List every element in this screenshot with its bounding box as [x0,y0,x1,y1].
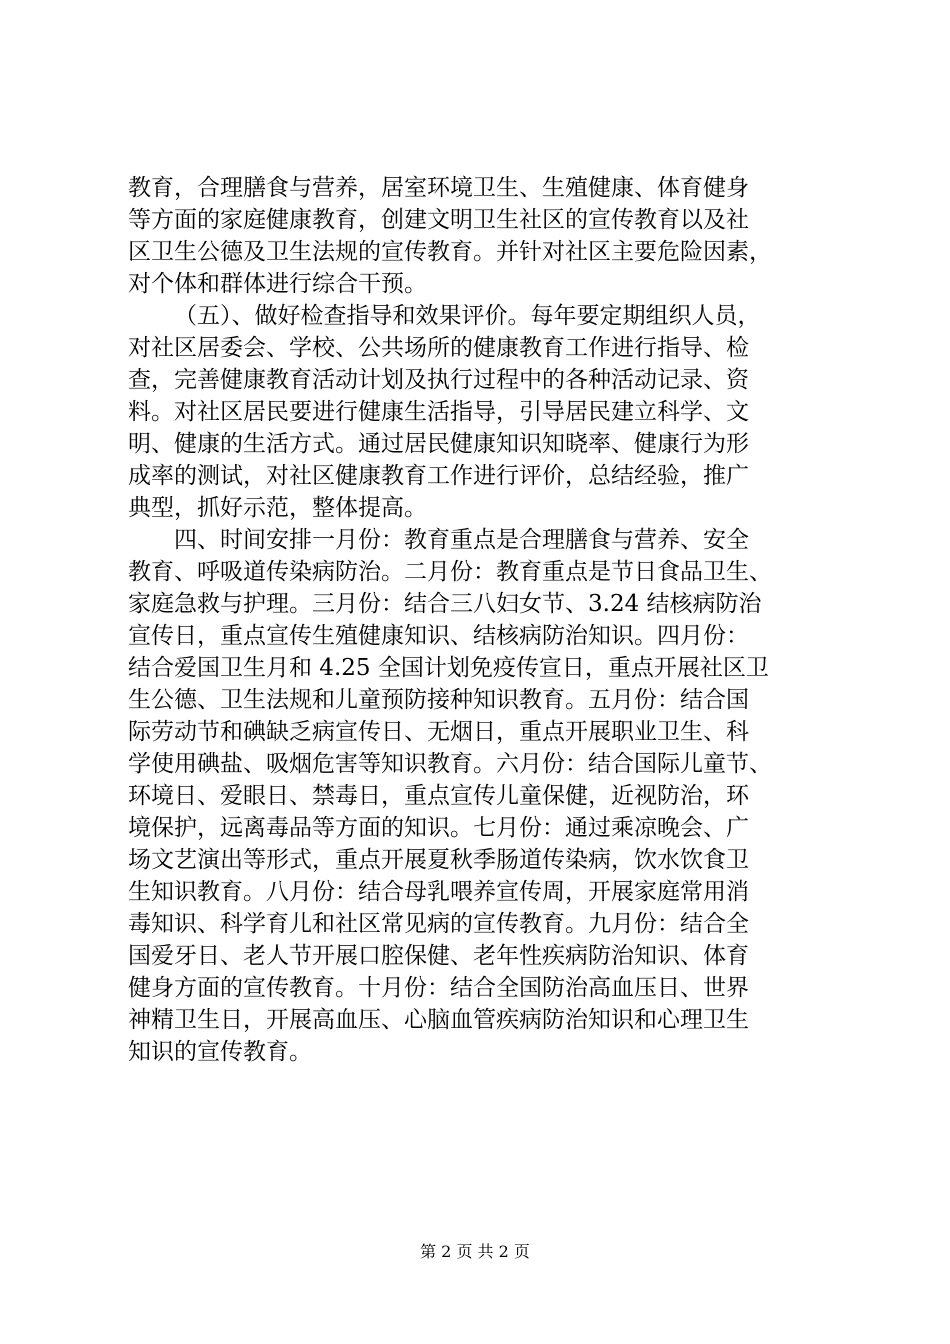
text-line: 等方面的家庭健康教育，创建文明卫生社区的宣传教育以及社 [128,207,749,233]
text-line: 区卫生公德及卫生法规的宣传教育。并针对社区主要危险因素， [128,239,772,265]
text-line: 结合爱国卫生月和 4.25 全国计划免疫传宣日，重点开展社区卫 [128,655,769,681]
text-line: 明、健康的生活方式。通过居民健康知识知晓率、健康行为形 [128,431,749,457]
text-line: 国爱牙日、老人节开展口腔保健、老年性疾病防治知识、体育 [128,943,749,969]
text-line: 典型，抓好示范，整体提高。 [128,495,427,521]
text-line: 学使用碘盐、吸烟危害等知识教育。六月份：结合国际儿童节、 [128,751,772,777]
text-line: 教育、呼吸道传染病防治。二月份：教育重点是节日食品卫生、 [128,559,772,585]
text-line: 神精卫生日，开展高血压、心脑血管疾病防治知识和心理卫生 [128,1007,749,1033]
text-line: 料。对社区居民要进行健康生活指导，引导居民建立科学、文 [128,399,749,425]
text-line: （五）、做好检查指导和效果评价。每年要定期组织人员， [174,303,761,329]
document-body [128,172,828,1068]
text-line: 际劳动节和碘缺乏病宣传日、无烟日，重点开展职业卫生、科 [128,719,749,745]
text-line: 生公德、卫生法规和儿童预防接种知识教育。五月份：结合国 [128,687,749,713]
page-number: 第 2 页 共 2 页 [420,1242,530,1261]
text-line: 四、时间安排一月份：教育重点是合理膳食与营养、安全 [174,527,749,553]
text-line: 生知识教育。八月份：结合母乳喂养宣传周，开展家庭常用消 [128,879,749,905]
text-line: 教育，合理膳食与营养，居室环境卫生、生殖健康、体育健身 [128,175,749,201]
text-line: 成率的测试，对社区健康教育工作进行评价，总结经验，推广 [128,463,749,489]
text-line: 环境日、爱眼日、禁毒日，重点宣传儿童保健，近视防治，环 [128,783,749,809]
page-footer [0,1240,950,1264]
text-line: 宣传日，重点宣传生殖健康知识、结核病防治知识。四月份： [128,623,749,649]
text-line: 查，完善健康教育活动计划及执行过程中的各种活动记录、资 [128,367,749,393]
text-line: 知识的宣传教育。 [128,1039,312,1065]
text-line: 家庭急救与护理。三月份：结合三八妇女节、3.24 结核病防治 [128,591,762,617]
text-line: 对个体和群体进行综合干预。 [128,271,427,297]
text-line: 毒知识、科学育儿和社区常见病的宣传教育。九月份：结合全 [128,911,749,937]
text-line: 境保护，远离毒品等方面的知识。七月份：通过乘凉晚会、广 [128,815,749,841]
text-line: 对社区居委会、学校、公共场所的健康教育工作进行指导、检 [128,335,749,361]
text-line: 健身方面的宣传教育。十月份：结合全国防治高血压日、世界 [128,975,749,1001]
text-line: 场文艺演出等形式，重点开展夏秋季肠道传染病，饮水饮食卫 [128,847,749,873]
